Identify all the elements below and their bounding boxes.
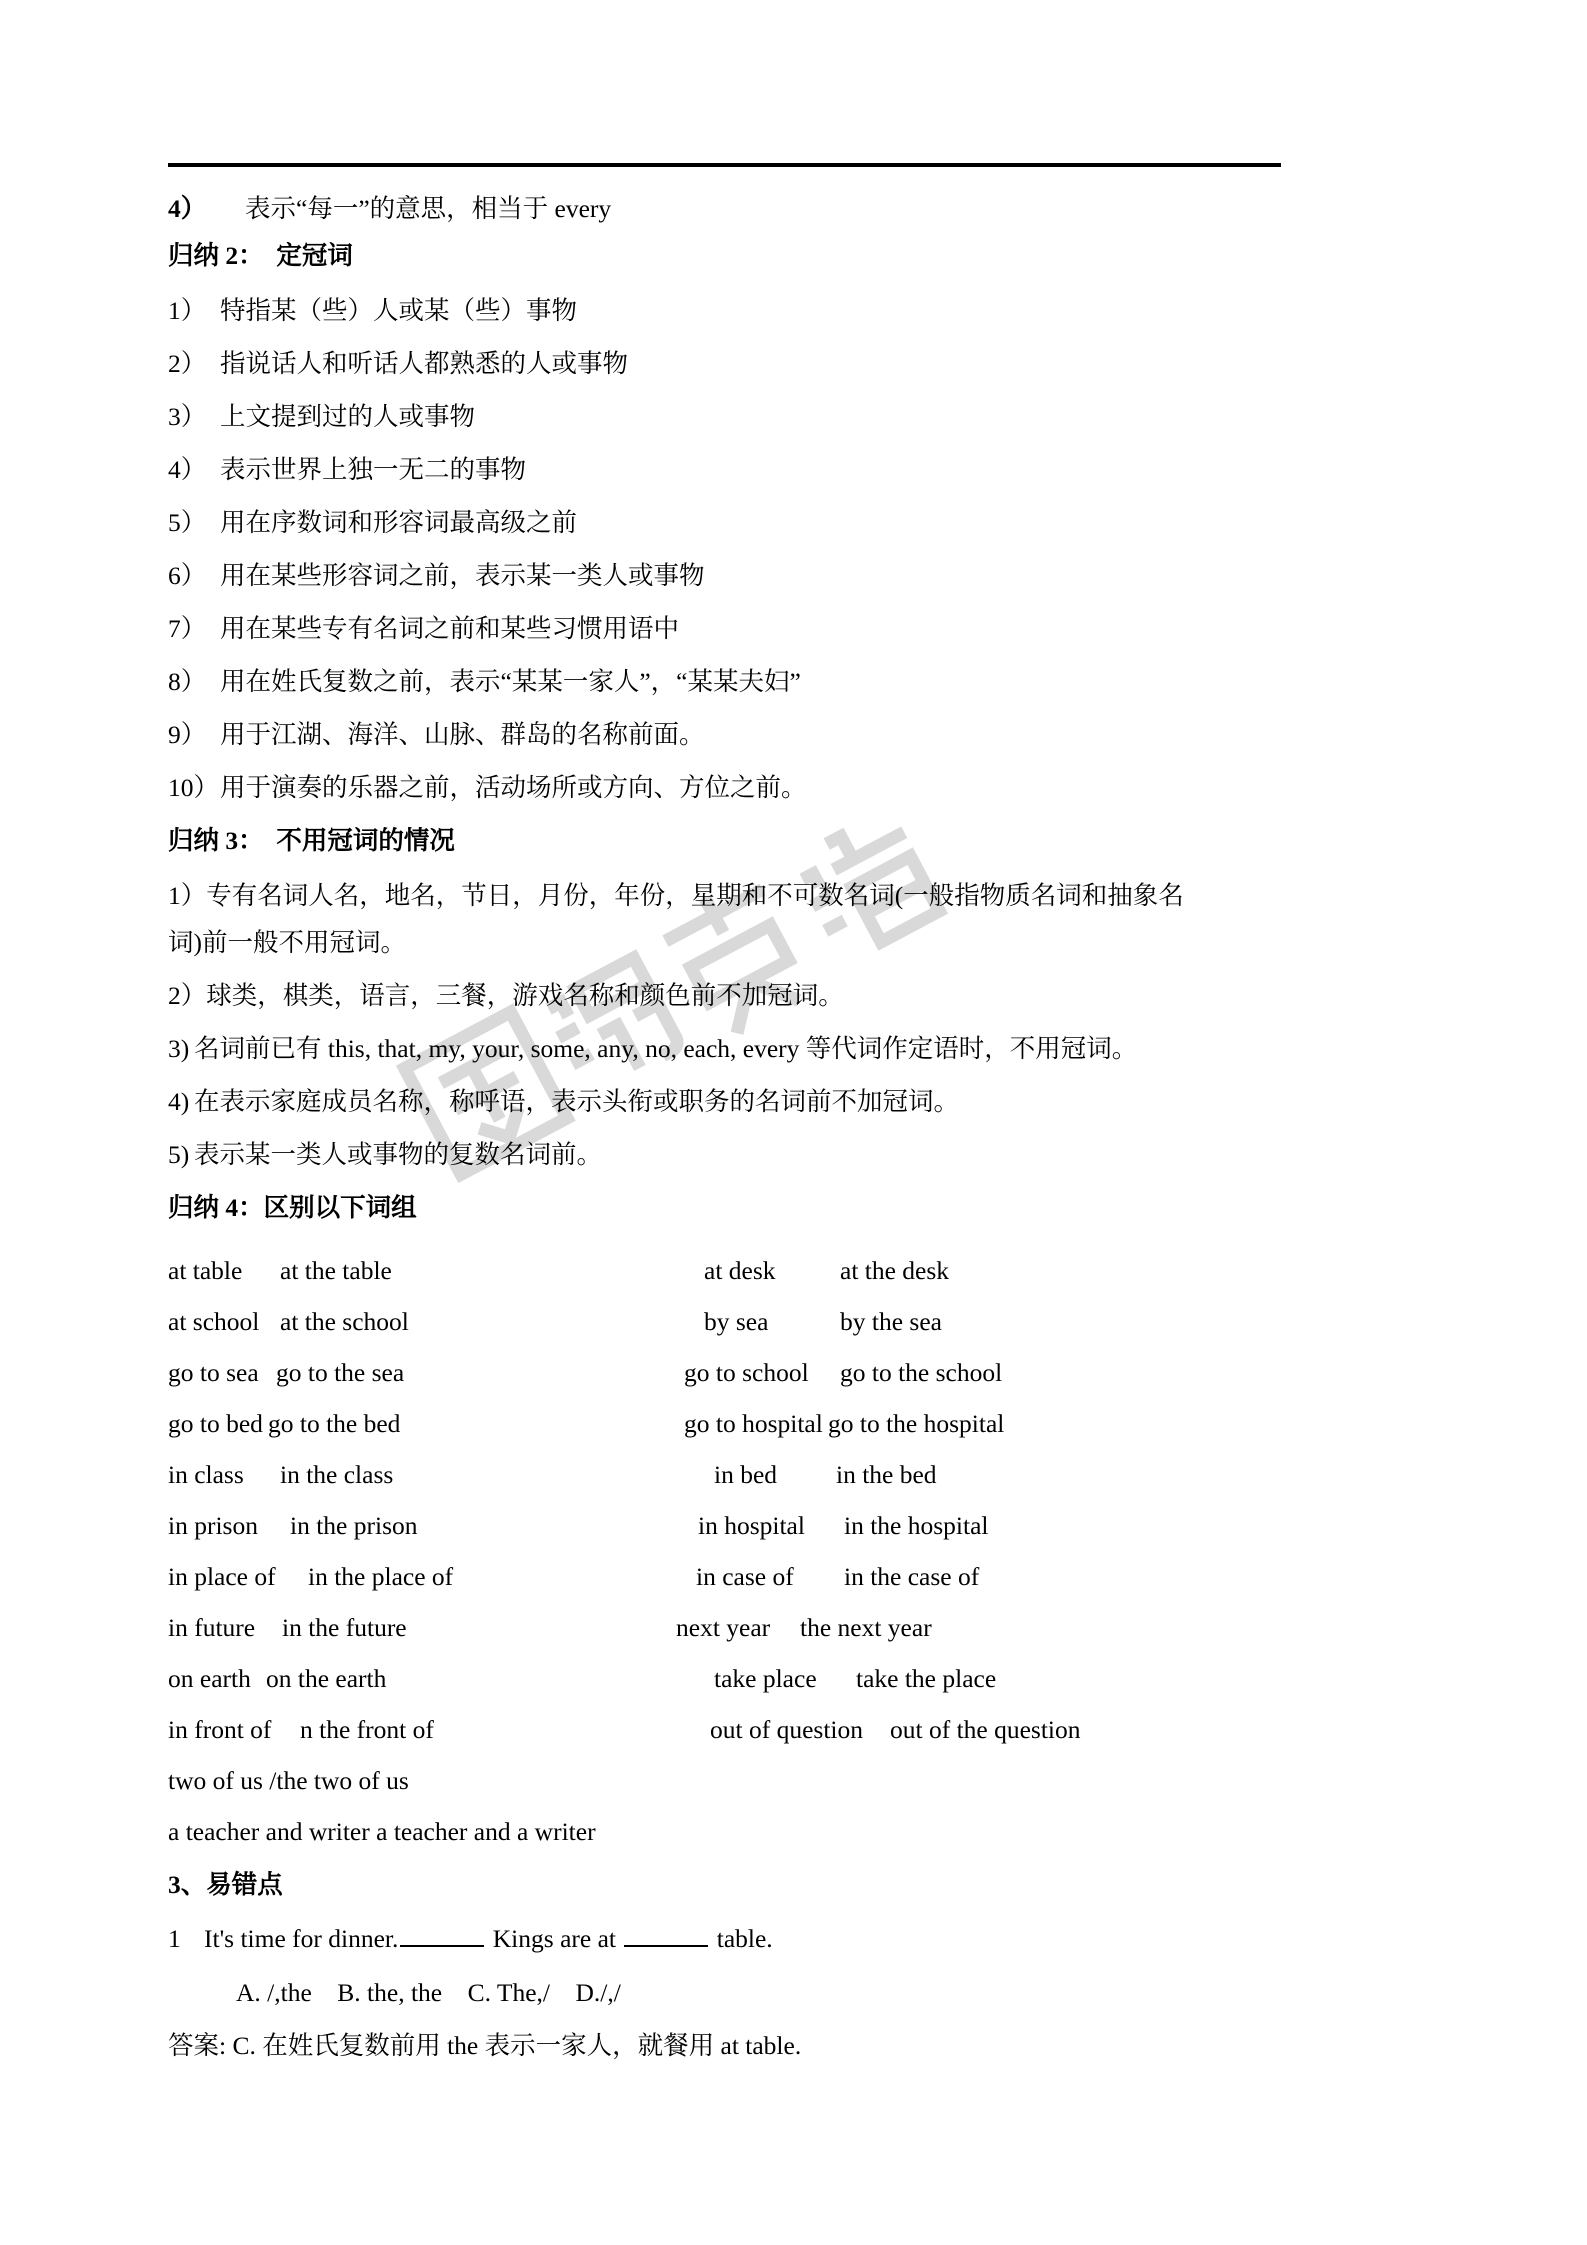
section2-item-7-text: 用在某些专有名词之前和某些习惯用语中 <box>220 614 680 643</box>
phrase-right-a-3: go to school <box>684 1358 809 1387</box>
section2-item-8-text: 用在姓氏复数之前，表示“某某一家人”，“某某夫妇” <box>220 667 801 696</box>
phrase-right-a-2: by sea <box>704 1307 769 1336</box>
section5-question <box>168 1925 773 1952</box>
section3-item-2 <box>168 983 844 1009</box>
phrase-right-b-9: take the place <box>856 1664 997 1693</box>
phrase-right-a-5: in bed <box>714 1460 778 1489</box>
section2-item-2-text: 指说话人和听话人都熟悉的人或事物 <box>220 349 629 378</box>
section2-item-5-number: 5） <box>168 508 207 537</box>
phrase-right-a-6: in hospital <box>698 1511 805 1540</box>
section3-item-3-number: 3) <box>168 1034 190 1063</box>
answer-blank-2[interactable] <box>624 1925 708 1947</box>
section5-options: A. /,the B. the, the C. The,/ D./,/ <box>236 1978 621 2007</box>
section2-item-1-number: 1） <box>168 296 207 325</box>
section2-item-2 <box>168 351 628 377</box>
section3-item-4 <box>168 1089 959 1115</box>
section2-item-2-number: 2） <box>168 349 207 378</box>
lead-item-number: 4） <box>168 194 207 223</box>
section5-answer: 答案: C. 在姓氏复数前用 the 表示一家人，就餐用 at table. <box>168 2031 802 2060</box>
section3-heading: 归纳 3： 不用冠词的情况 <box>168 826 455 855</box>
section2-item-5 <box>168 510 577 536</box>
phrase-right-b-6: in the hospital <box>844 1511 989 1540</box>
section3-item-3 <box>168 1036 1137 1062</box>
lead-item-text: 表示“每一”的意思，相当于 every <box>245 194 612 223</box>
section2-item-6 <box>168 563 705 589</box>
section2-item-7-number: 7） <box>168 614 207 643</box>
section3-item-1-number: 1） <box>168 881 207 910</box>
section2-item-9-text: 用于江湖、海洋、山脉、群岛的名称前面。 <box>220 720 705 749</box>
phrase-right-b-2: by the sea <box>840 1307 942 1336</box>
phrase-left-b-9: on the earth <box>266 1664 387 1693</box>
phrase-right-a-4: go to hospital <box>684 1409 823 1438</box>
phrase-left-b-1: at the table <box>280 1256 392 1285</box>
section2-item-4 <box>168 457 526 483</box>
phrase-right-b-8: the next year <box>800 1613 932 1642</box>
section2-item-5-text: 用在序数词和形容词最高级之前 <box>220 508 578 537</box>
answer-blank-1[interactable] <box>400 1925 484 1947</box>
phrase-left-a-1: at table <box>168 1256 243 1285</box>
section5-question-number: 1 <box>168 1924 181 1953</box>
phrase-right-b-1: at the desk <box>840 1256 950 1285</box>
header-rule <box>168 163 1281 167</box>
section3-item-5 <box>168 1142 602 1168</box>
section2-item-4-text: 表示世界上独一无二的事物 <box>220 455 527 484</box>
phrase-left-b-7: in the place of <box>308 1562 454 1591</box>
section3-item-4-text: 在表示家庭成员名称，称呼语，表示头衔或职务的名词前不加冠词。 <box>194 1087 960 1116</box>
section2-item-3-number: 3） <box>168 402 207 431</box>
section3-item-4-number: 4) <box>168 1087 190 1116</box>
section2-item-6-text: 用在某些形容词之前，表示某一类人或事物 <box>220 561 705 590</box>
section2-item-6-number: 6） <box>168 561 207 590</box>
phrase-right-b-4: go to the hospital <box>828 1409 1005 1438</box>
phrase-right-b-7: in the case of <box>844 1562 980 1591</box>
phrase-right-b-10: out of the question <box>890 1715 1081 1744</box>
section3-item-2-text: 球类，棋类，语言，三餐，游戏名称和颜色前不加冠词。 <box>206 981 844 1010</box>
phrase-right-a-10: out of question <box>710 1715 863 1744</box>
section5-question-part3: table. <box>710 1924 773 1953</box>
section3-item-1-line2: 词)前一般不用冠词。 <box>168 928 406 957</box>
lead-item <box>168 196 611 222</box>
section3-item-5-text: 表示某一类人或事物的复数名词前。 <box>194 1140 603 1169</box>
phrase-left-b-6: in the prison <box>290 1511 418 1540</box>
section2-item-10 <box>168 775 807 801</box>
section2-item-8 <box>168 669 801 695</box>
section3-item-1-line1 <box>168 883 1184 909</box>
phrase-left-a-3: go to sea <box>168 1358 259 1387</box>
phrase-extra-2: a teacher and writer a teacher and a writer <box>168 1817 596 1846</box>
section3-item-1-text: 专有名词人名，地名，节日，月份，年份，星期和不可数名词(一般指物质名词和抽象名 <box>206 881 1184 910</box>
phrase-left-a-10: in front of <box>168 1715 272 1744</box>
phrase-left-b-2: at the school <box>280 1307 409 1336</box>
section3-item-5-number: 5) <box>168 1140 190 1169</box>
section2-item-1 <box>168 298 577 324</box>
phrase-left-a-7: in place of <box>168 1562 276 1591</box>
phrase-left-a-6: in prison <box>168 1511 258 1540</box>
section2-item-10-text: 用于演奏的乐器之前，活动场所或方向、方位之前。 <box>220 773 807 802</box>
section5-heading: 3、易错点 <box>168 1870 283 1899</box>
section4-heading: 归纳 4：区别以下词组 <box>168 1193 417 1222</box>
section2-item-8-number: 8） <box>168 667 207 696</box>
phrase-left-b-10: n the front of <box>300 1715 434 1744</box>
section2-heading: 归纳 2： 定冠词 <box>168 241 353 270</box>
section2-item-3 <box>168 404 475 430</box>
section2-item-4-number: 4） <box>168 455 207 484</box>
phrase-right-a-7: in case of <box>696 1562 794 1591</box>
phrase-extra-1: two of us /the two of us <box>168 1766 409 1795</box>
watermark-image <box>380 740 1080 1300</box>
section3-item-3-text: 名词前已有 this, that, my, your, some, any, no, each, every 等代词作定语时，不用冠词。 <box>194 1034 1138 1063</box>
section2-item-10-number: 10） <box>168 773 220 802</box>
phrase-left-a-8: in future <box>168 1613 256 1642</box>
section2-item-9 <box>168 722 705 748</box>
phrase-left-b-5: in the class <box>280 1460 394 1489</box>
phrase-right-b-5: in the bed <box>836 1460 937 1489</box>
section5-question-part2: Kings are at <box>486 1924 623 1953</box>
phrase-right-a-9: take place <box>714 1664 817 1693</box>
section5-question-part1: It's time for dinner. <box>204 1924 399 1953</box>
section2-item-3-text: 上文提到过的人或事物 <box>220 402 476 431</box>
phrase-left-a-9: on earth <box>168 1664 251 1693</box>
phrase-right-b-3: go to the school <box>840 1358 1003 1387</box>
phrase-left-a-5: in class <box>168 1460 244 1489</box>
section2-item-9-number: 9） <box>168 720 207 749</box>
phrase-left-a-4: go to bed <box>168 1409 263 1438</box>
phrase-left-b-4: go to the bed <box>268 1409 401 1438</box>
phrase-left-b-3: go to the sea <box>276 1358 405 1387</box>
section2-item-7 <box>168 616 679 642</box>
phrase-left-b-8: in the future <box>282 1613 407 1642</box>
phrase-left-a-2: at school <box>168 1307 260 1336</box>
section2-item-1-text: 特指某（些）人或某（些）事物 <box>220 296 578 325</box>
section3-item-2-number: 2） <box>168 981 207 1010</box>
phrase-right-a-8: next year <box>676 1613 771 1642</box>
phrase-right-a-1: at desk <box>704 1256 776 1285</box>
